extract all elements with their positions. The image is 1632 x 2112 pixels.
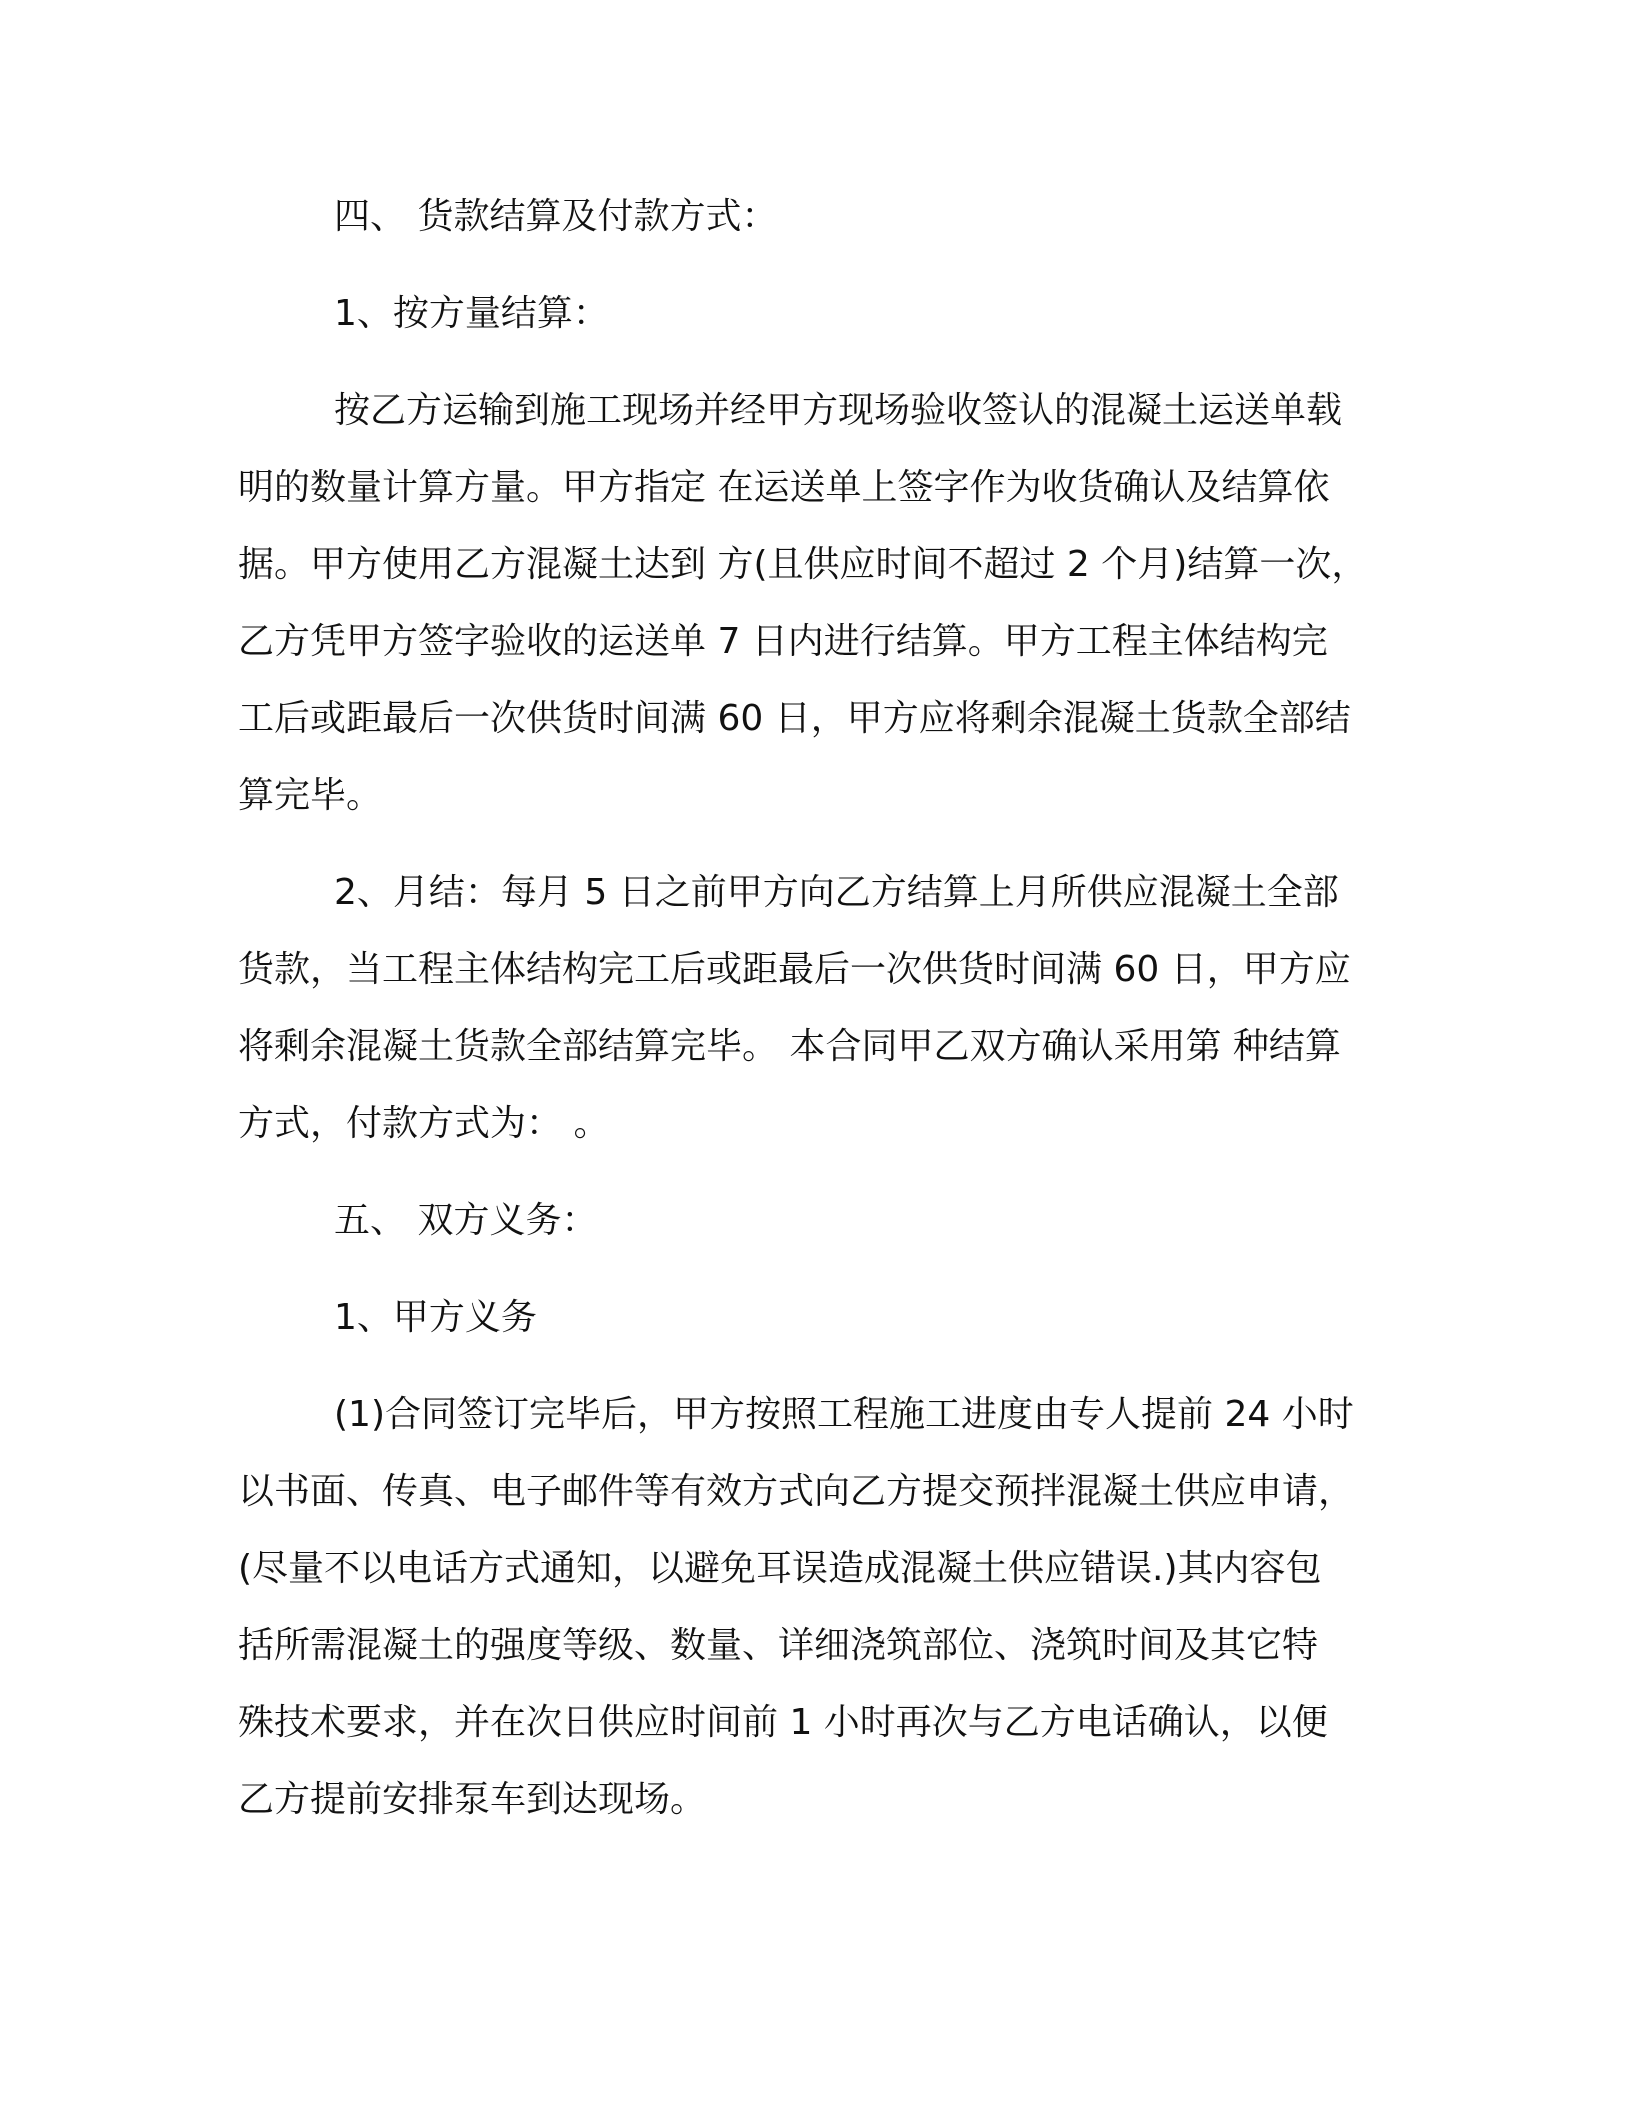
text-line: 2、月结：每月 5 日之前甲方向乙方结算上月所供应混凝土全部 — [334, 872, 1339, 913]
spacer — [238, 834, 1378, 854]
item-1-heading: 1、按方量结算： — [334, 293, 609, 334]
document-body — [238, 178, 1378, 1838]
text-line: (1)合同签订完毕后，甲方按照工程施工进度由专人提前 24 小时 — [334, 1394, 1354, 1435]
item-2-paragraph — [238, 854, 1378, 1162]
text-line: 据。甲方使用乙方混凝土达到 方(且供应时间不超过 2 个月)结算一次， — [238, 544, 1368, 585]
party-a-heading: 1、甲方义务 — [334, 1297, 537, 1338]
text-line: 方式，付款方式为： 。 — [238, 1103, 610, 1144]
text-line: 按乙方运输到施工现场并经甲方现场验收签认的混凝土运送单载 — [334, 390, 1343, 431]
text-line: 将剩余混凝土货款全部结算完毕。 本合同甲乙双方确认采用第 种结算 — [238, 1026, 1341, 1067]
text-line: 以书面、传真、电子邮件等有效方式向乙方提交预拌混凝土供应申请， — [238, 1471, 1355, 1512]
section-4-heading: 四、 货款结算及付款方式： — [334, 196, 778, 237]
text-line: 货款，当工程主体结构完工后或距最后一次供货时间满 60 日，甲方应 — [238, 949, 1351, 990]
text-line: 工后或距最后一次供货时间满 60 日，甲方应将剩余混凝土货款全部结 — [238, 698, 1351, 739]
spacer — [238, 255, 1378, 275]
spacer — [238, 1356, 1378, 1376]
spacer — [238, 352, 1378, 372]
text-line: 算完毕。 — [238, 775, 383, 816]
party-a-item-1-paragraph — [238, 1376, 1378, 1838]
text-line: 明的数量计算方量。甲方指定 在运送单上签字作为收货确认及结算依 — [238, 467, 1330, 508]
item-1-paragraph — [238, 372, 1378, 834]
spacer — [238, 1162, 1378, 1182]
text-line: 乙方凭甲方签字验收的运送单 7 日内进行结算。甲方工程主体结构完 — [238, 621, 1328, 662]
text-line: 括所需混凝土的强度等级、数量、详细浇筑部位、浇筑时间及其它特 — [238, 1625, 1319, 1666]
spacer — [238, 1259, 1378, 1279]
text-line: 殊技术要求，并在次日供应时间前 1 小时再次与乙方电话确认，以便 — [238, 1702, 1328, 1743]
text-line: (尽量不以电话方式通知，以避免耳误造成混凝土供应错误.)其内容包 — [238, 1548, 1322, 1589]
text-line: 乙方提前安排泵车到达现场。 — [238, 1779, 707, 1820]
section-5-heading: 五、 双方义务： — [334, 1200, 598, 1241]
